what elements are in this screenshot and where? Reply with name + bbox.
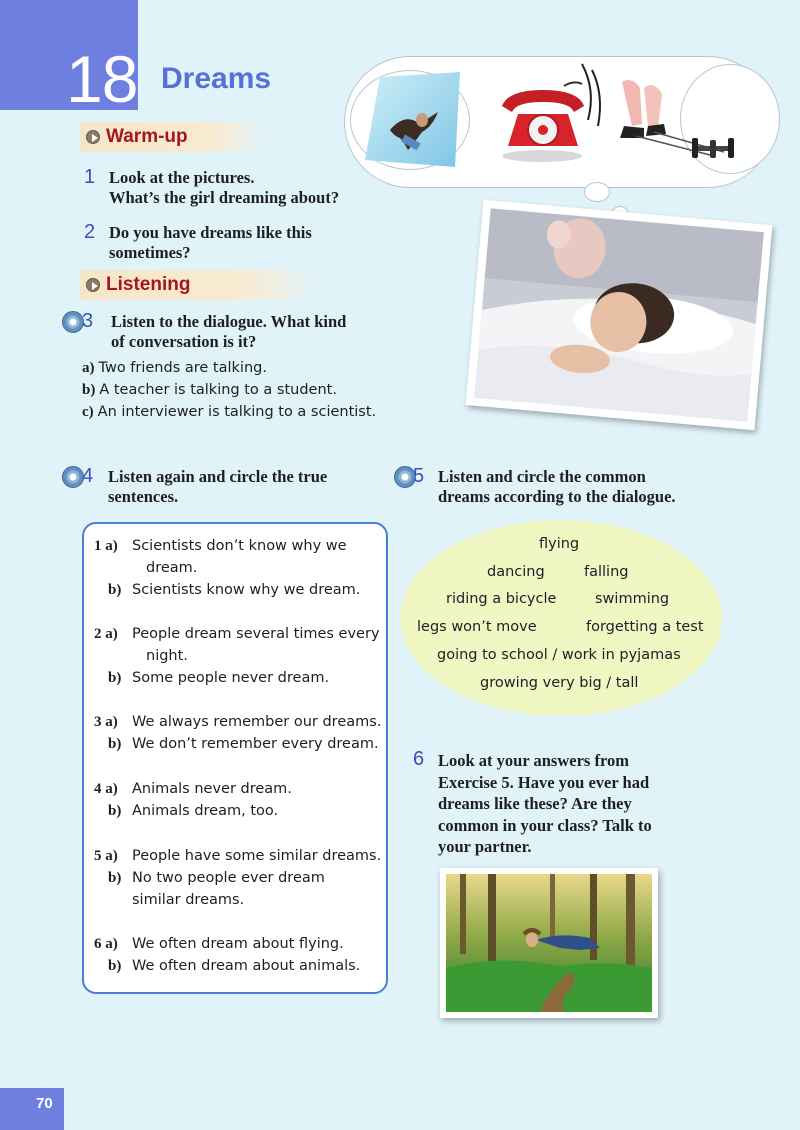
sentence-item: 5 a) People have some similar dreams. b) No two people ever dream similar dreams. [94, 845, 384, 915]
sentence-3a[interactable]: We always remember our dreams. [132, 714, 382, 730]
sentence-item: 2 a) People dream several times every night. b) Some people never dream. [94, 623, 384, 693]
sentence-item: 1 a) Scientists don’t know why we dream. b) Scientists know why we dream. [94, 535, 384, 605]
dream-word-riding[interactable]: riding a bicycle [446, 591, 557, 607]
sentence-4a[interactable]: Animals never dream. [132, 781, 292, 797]
sentence-6b[interactable]: We often dream about animals. [132, 958, 361, 974]
sentence-5b-line1[interactable]: No two people ever dream [132, 870, 325, 886]
dream-word-flying[interactable]: flying [539, 536, 580, 552]
exercise-1-number: 1 [84, 166, 96, 188]
ringing-lines-icon [578, 60, 608, 140]
exercise-5-text: Listen and circle the common dreams according to the dialogue. [438, 467, 676, 506]
warmup-banner [80, 122, 268, 152]
cd-icon[interactable] [62, 466, 84, 488]
warmup-heading: Warm-up [106, 126, 188, 147]
sentence-5a[interactable]: People have some similar dreams. [132, 848, 382, 864]
sentence-1b[interactable]: Scientists know why we dream. [132, 582, 361, 598]
play-icon [86, 130, 100, 144]
sentence-2a-line2[interactable]: night. [146, 648, 188, 664]
dream-word-pyjamas[interactable]: going to school / work in pyjamas [437, 647, 681, 663]
exercise-1-text: Look at the pictures. What’s the girl dreaming about? [109, 168, 340, 207]
sentence-1a-line2[interactable]: dream. [146, 560, 198, 576]
exercise-3-text: Listen to the dialogue. What kind of conversation is it? [111, 312, 347, 351]
exercise-5-number: 5 [413, 465, 425, 487]
exercise-4-number: 4 [82, 465, 94, 487]
exercise-6-text: Look at your answers from Exercise 5. Have you ever had dreams like these? Are they common in your class? Talk to your partner. [438, 751, 652, 856]
exercise-3-number: 3 [82, 310, 94, 332]
sentence-3b[interactable]: We don’t remember every dream. [132, 736, 379, 752]
flying-girl-picture [360, 72, 465, 172]
sentence-1a-line1[interactable]: Scientists don’t know why we [132, 538, 347, 554]
play-icon [86, 278, 100, 292]
exercise-3-option-c: c) An interviewer is talking to a scientist. [82, 404, 377, 420]
exercise-3-option-b: b) A teacher is talking to a student. [82, 382, 337, 398]
dream-word-swimming[interactable]: swimming [595, 591, 670, 607]
exercise-3-option-a: a) Two friends are talking. [82, 360, 267, 376]
sentence-item: 4 a) Animals never dream. b) Animals dream, too. [94, 778, 384, 824]
page-number: 70 [36, 1095, 53, 1112]
listening-heading: Listening [106, 274, 191, 295]
unit-number: 18 [66, 42, 138, 116]
sentence-4b[interactable]: Animals dream, too. [132, 803, 279, 819]
unit-title: Dreams [161, 62, 272, 95]
exercise-2-text: Do you have dreams like this sometimes? [109, 223, 312, 262]
chained-legs-picture [614, 68, 754, 178]
exercise-6-number: 6 [413, 748, 425, 770]
dream-word-falling[interactable]: falling [584, 564, 629, 580]
dream-word-forgetting[interactable]: forgetting a test [586, 619, 704, 635]
sleeping-girl-photo [466, 200, 773, 430]
dream-word-dancing[interactable]: dancing [487, 564, 545, 580]
exercise-4-text: Listen again and circle the true sentences. [108, 467, 328, 506]
forest-flying-photo [440, 868, 658, 1018]
cd-icon[interactable] [62, 311, 84, 333]
sentence-item: 6 a) We often dream about flying. b) We often dream about animals. [94, 933, 384, 979]
dream-word-legs[interactable]: legs won’t move [417, 619, 537, 635]
sentence-item: 3 a) We always remember our dreams. b) We don’t remember every dream. [94, 711, 384, 757]
sentence-6a[interactable]: We often dream about flying. [132, 936, 344, 952]
listening-banner [80, 270, 316, 300]
exercise-2-number: 2 [84, 221, 96, 243]
sentence-2a-line1[interactable]: People dream several times every [132, 626, 380, 642]
dream-word-growing[interactable]: growing very big / tall [480, 675, 639, 691]
page-number-box [0, 1088, 64, 1130]
sentence-5b-line2[interactable]: similar dreams. [132, 892, 245, 908]
sentence-2b[interactable]: Some people never dream. [132, 670, 330, 686]
